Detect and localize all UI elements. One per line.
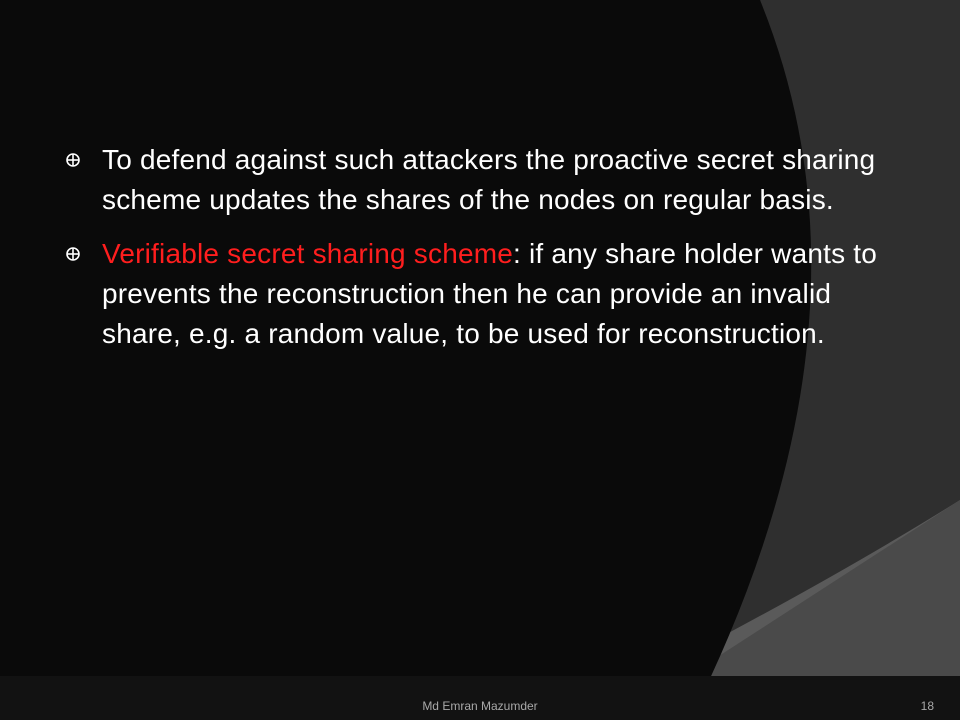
circled-cross-icon <box>66 247 80 261</box>
circled-cross-icon <box>66 153 80 167</box>
bullet-text: : if any share holder wants to prevents the reconstruction then he can provide an invalid share, e.g. a random value, to be used for reconstruction. <box>102 238 878 349</box>
bullet-item-1 <box>66 140 916 220</box>
page-number: 18 <box>920 699 934 713</box>
bullet-item-2 <box>66 234 916 354</box>
slide-content <box>66 140 916 368</box>
bullet-highlight: Verifiable secret sharing scheme <box>102 238 514 269</box>
footer-strip <box>0 676 960 720</box>
bullet-text: To defend against such attackers the proactive secret sharing scheme updates the shares of the nodes on regular basis. <box>102 144 876 215</box>
footer-author: Md Emran Mazumder <box>422 699 538 713</box>
